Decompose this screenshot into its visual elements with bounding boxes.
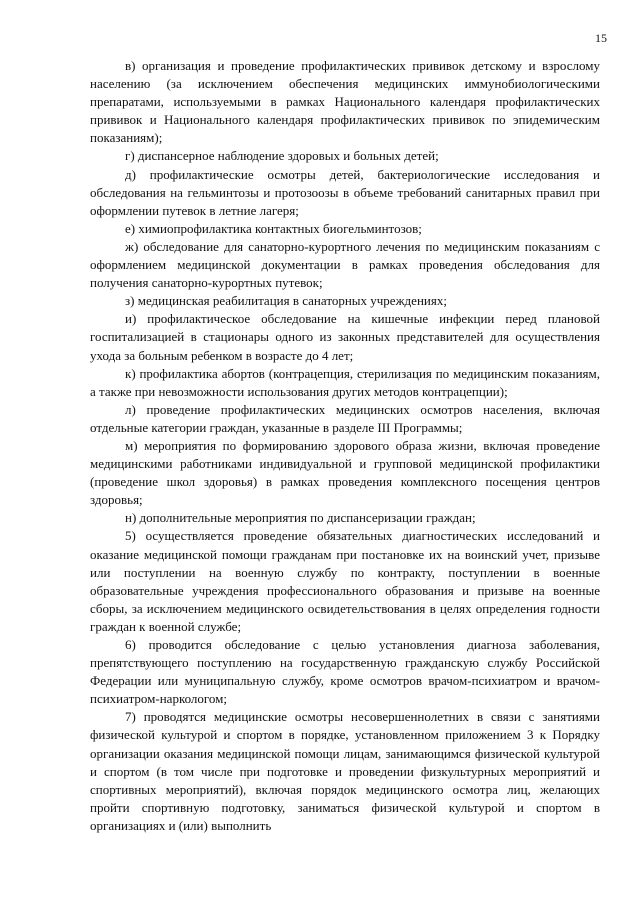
paragraph-item-m: м) мероприятия по формированию здорового образа жизни, включая проведение медицинскими работниками индивидуальной и групповой медицинской профилактики (проведение школ здоровья) в рамках проведения комплексного посещения центров здоровья; <box>90 437 600 508</box>
paragraph-item-v: в) организация и проведение профилактических прививок детскому и взрослому населению (за исключением обеспечения медицинских иммунобиологическими препаратами, используемыми в рамках Национального календаря профилактических прививок и Национального календаря профилактических прививок по эпидемическим показаниям); <box>90 58 600 146</box>
paragraph-point-6: 6) проводится обследование с целью установления диагноза заболевания, препятствующего поступлению на государственную гражданскую службу Российской Федерации или муниципальную службу, кроме осмотров врачом-психиатром и врачом-психиатром-наркологом; <box>90 637 600 707</box>
paragraph-point-5: 5) осуществляется проведение обязательных диагностических исследований и оказание медицинской помощи гражданам при постановке их на воинский учет, призыве или поступлении на военную службу по контракту, поступлении в военные образовательные учреждения профессионального образования и призыве на военные сборы, за исключением медицинского освидетельствования в целях определения годности граждан к военной службе; <box>90 528 600 634</box>
page-number: 15 <box>595 31 607 45</box>
paragraph-item-z: з) медицинская реабилитация в санаторных учреждениях; <box>125 293 447 309</box>
paragraph-item-k: к) профилактика абортов (контрацепция, стерилизация по медицинским показаниям, а также при невозможности использования других методов контрацепции); <box>90 365 600 399</box>
paragraph-item-i: и) профилактическое обследование на кишечные инфекции перед плановой госпитализацией в стационары одного из законных представителей для осуществления ухода за больным ребенком в возрасте до 4 лет; <box>90 311 600 363</box>
paragraph-item-n: н) дополнительные мероприятия по диспансеризации граждан; <box>125 510 476 526</box>
paragraph-point-7: 7) проводятся медицинские осмотры несовершеннолетних в связи с занятиями физической культурой и спортом в порядке, установленном приложением 3 к Порядку организации оказания медицинской помощи лицам, занимающимся физической культурой и спортом (в том числе при подготовке и проведении физкультурных мероприятий и спортивных мероприятий), включая порядок медицинского осмотра лиц, желающих пройти спортивную подготовку, заниматься физической культурой и спортом в организациях и (или) выполнить <box>90 709 600 833</box>
paragraph-item-d: д) профилактические осмотры детей, бактериологические исследования и обследования на гельминтозы и протозоозы в объеме требований санитарных правил при оформлении путевок в летние лагеря; <box>90 166 600 218</box>
document-body <box>90 57 600 835</box>
paragraph-item-l: л) проведение профилактических медицинских осмотров населения, включая отдельные категории граждан, указанные в разделе III Программы; <box>90 401 600 435</box>
paragraph-item-zh: ж) обследование для санаторно-курортного лечения по медицинским показаниям с оформлением медицинской документации в рамках проведения обследования для получения санаторно-курортных путевок; <box>90 238 600 291</box>
paragraph-item-g: г) диспансерное наблюдение здоровых и больных детей; <box>125 148 439 164</box>
paragraph-item-e: е) химиопрофилактика контактных биогельминтозов; <box>125 220 422 236</box>
